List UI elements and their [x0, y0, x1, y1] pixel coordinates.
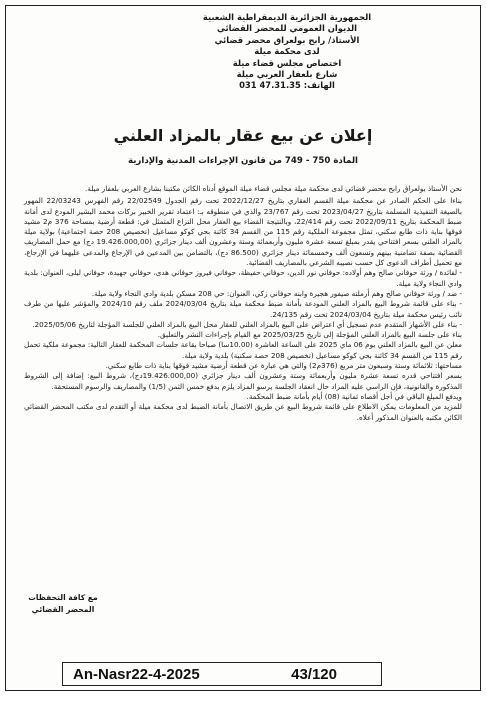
body-paragraph-session: بناء على جلسة البيع بالمزاد العلني المؤجلة إلى تاريخ 2025/03/25 مع القيام بإجراءات النشر والتعليق. — [157, 330, 462, 340]
signature-title: المحضر القضائي — [31, 605, 95, 614]
header-office: الديوان العمومي للمحضر القضائي — [216, 23, 357, 34]
notice-subtitle: المادة 750 - 749 من قانون الإجراءات المدنية والإدارية — [127, 156, 358, 166]
header-phone — [142, 80, 432, 91]
body-paragraph-judgment: بناءا على الحكم الصادر عن محكمة ميلة القسم العقاري بتاريخ 2022/12/27 تحت رقم الجدول 22/02549 رقم الفهرس 22/03243 المهور بالصيغة التنفيذية المسلمة بتاريخ 2023/04/27 تحت رقم 23/767 والذي في منطوقه بـ: اعتماد تقرير الخبير بركات محمد البشير المودع لدى أمانة ضبط المحكمة بتاريخ 2022/09/11 تحت رقم 22/414، وبالنتيجة القضاء بيع العقار محل النزاع المتمثل في: قطعة أرضية بمساحة 376 م2 مشيد فوقها بناية ذات طابع سكني، تمثل مجموعة الملكية رقم 115 من القسم 34 كائنة بحي كوكو مساعيل (تخصيص 208 حصة اجتماعية) بولاية ميلة بالمزاد العلني بسعر افتتاحي يقدر بمبلغ تسعة عشرة مليون وأربعمائة وستة وعشرون ألف دينار جزائري (19.426.000,00 دج) مع حمل المصاريف القضائية بصفة تضامنية بينهم وتسعون ألف وخمسمائة دينار جزائري (86.500 دج)، بالتضامن بين المدعين في الإرجاع والمدعى عليهما في الإرجاع، مع تحميل أطراف الدعوى كل حسب نصيبه الشرعي بالمصاريف القضائية. — [24, 196, 463, 268]
body-paragraph-beneficiaries: - لفائدة / ورثة حوفاني صالح وهم أولاده: حوفاني نور الدين، حوفاني حفيظة، حوفاني فيروز حوفاني هدى، حوفاني جهيدة، حوفاني ليلى، العنوان: بلدية وادي النجاء ولاية ميلة. — [24, 268, 462, 288]
header-address: شارع بلعفار العربي ميلة — [236, 69, 338, 80]
header-bailiff-name: الأستاذ/ رابح بولعراق محضر قضائي — [214, 34, 360, 45]
publication-footer — [62, 662, 382, 686]
notice-body — [24, 184, 462, 423]
body-paragraph-contact: للمزيد من المعلومات يمكن الاطلاع على قائمة شروط البيع عن طريق الاتصال بأمانة الضبط لدى محكمة ميلة أو التقدم لدى مكتب المحضر القضائي الكائن مكتبه بالعنوان المذكور أعلاه. — [24, 402, 462, 422]
header-republic: الجمهورية الجزائرية الديمقراطية الشعبية — [202, 12, 372, 22]
body-paragraph-publicity: - بناء على الأشهار المتقدم عدم تسجيل أي اعتراض على البيع بالمزاد العلني للعقار محل البيع بالمزاد العلني للجلسة المؤجلة لتاريخ 2025/05/06. — [32, 319, 462, 329]
issuer-header — [142, 12, 432, 92]
body-paragraph-payment: ويدفع المبلغ الباقي في أجل أقصاه ثمانية (08) أيام بأمانة ضبط المحكمة. — [246, 391, 462, 401]
signature-block — [28, 592, 98, 616]
legal-notice-document — [5, 5, 481, 691]
body-paragraph-intro: نحن الأستاذ بولعراق رابح محضر قضائي لدى محكمة ميلة مجلس قضاء ميلة الموقع أدناه الكائن مكتبنا بشارع العربي بلعفار ميلة. — [84, 184, 462, 193]
notice-title: إعلان عن بيع عقار بالمزاد العلني — [113, 126, 373, 145]
header-court: لدى محكمة ميلة — [254, 46, 320, 57]
body-paragraph-price: بسعر افتتاحي قدره تسعة عشرة مليون وأربعمائة وستة وعشرون ألف دينار جزائري (19.426.000,00دج)، شروط البيع: إضافة إلى الشروط المذكورة والقانونية، فإن الراسي عليه المزاد حال انعقاد الجلسة يرسو المزاد يلزم بدفع خمس الثمن (1/5) والمصاريف والرسوم المستحقة. — [24, 371, 462, 391]
publication-reference: An-Nasr22-4-2025 — [73, 665, 200, 683]
header-jurisdiction: اختصاص مجلس قضاء ميلة — [232, 57, 342, 68]
body-paragraph-auction-date: معلن عن البيع بالمزاد العلني يوم 06 ماي 2025 على الساعة العاشرة (10.00سا) صباحا بقاعة جلسات المحكمة للعقار التالية: مجموعة ملكية تحمل رقم 115 من القسم 34 كائنة بحي كوكو مساعيل (تخصيص 208 حصة سكنية) بلدية ولاية ميلة. — [24, 340, 462, 360]
body-paragraph-conditions-list: - بناء على قائمة شروط البيع بالمزاد العلني المودعة بأمانة ضبط محكمة ميلة بتاريخ 2024/03/04 ملف رقم 2024/10 والمؤشر عليها من طرف نائب رئيس محكمة ميلة بتاريخ 2024/03/04 تحت رقم 24/135. — [24, 299, 463, 319]
phone-label: الهاتف: — [303, 80, 335, 91]
body-paragraph-defendants: - ضد / ورثة حوفاني صالح وهم أرملته صيفور هجيرة وابنه حوفاني زكي، العنوان: حي 208 مسكن بلدية وادي النجاء ولاية ميلة. — [91, 288, 462, 298]
body-paragraph-area: مساحتها: ثلاثمائة وستة وسبعون متر مربع (376م2) والتي هي عبارة عن قطعة أرضية مشيد فوقها بناية ذات طابع سكني. — [105, 361, 462, 371]
publication-page-number: 43/120 — [291, 665, 337, 683]
signature-reservations: مع كافة التحفظات — [28, 593, 98, 602]
phone-number: 031 47.31.35 — [239, 80, 301, 91]
